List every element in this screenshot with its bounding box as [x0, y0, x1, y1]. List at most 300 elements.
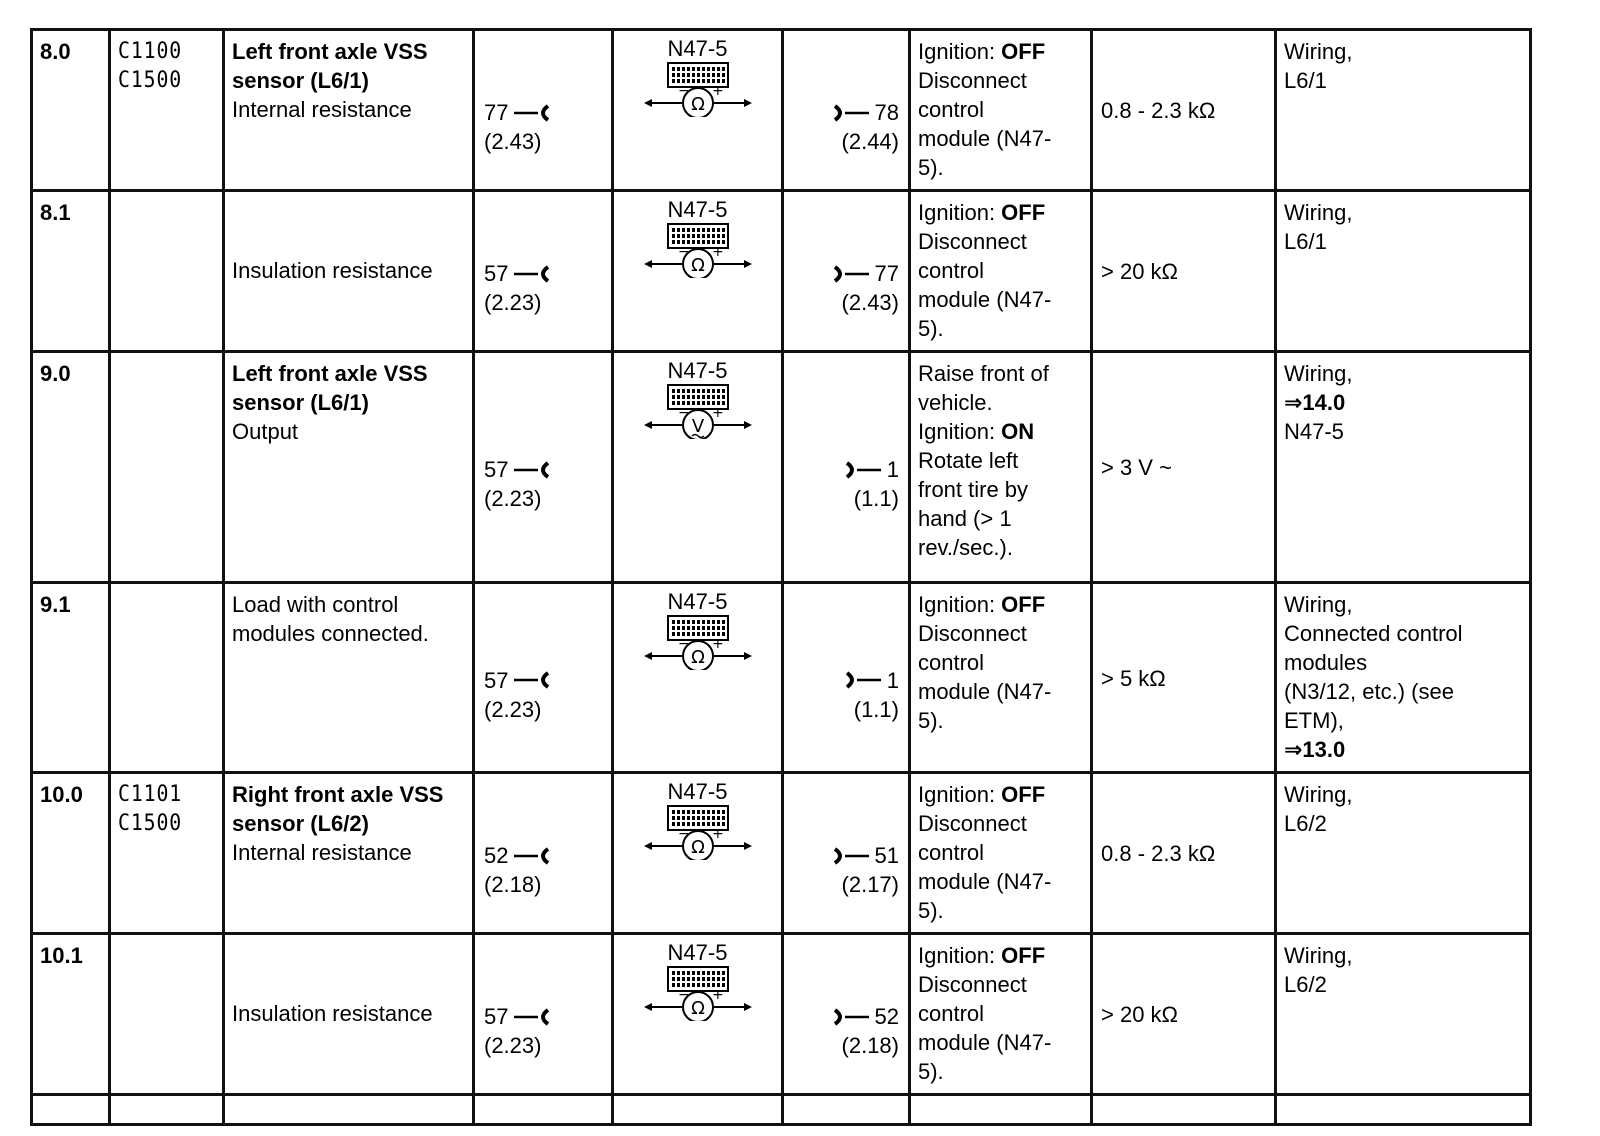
condition-text: 5). [918, 316, 944, 341]
empty-cell [110, 1095, 224, 1125]
condition-text: 5). [918, 1059, 944, 1084]
remedy-line [1284, 677, 1522, 706]
remedy-emphasis: ⇒14.0 [1284, 390, 1346, 415]
pin-b-number: 78 [874, 100, 899, 125]
connector-pins-icon [672, 67, 725, 83]
remedy-text: Wiring, [1284, 592, 1353, 617]
step-number-text: 10.1 [40, 943, 83, 968]
condition-text: Disconnect [918, 621, 1027, 646]
test-name: Internal resistance [232, 97, 412, 122]
module-label: N47-5 [667, 197, 728, 222]
spec-value: > 3 V ~ [1101, 455, 1172, 480]
condition-text: Ignition: [918, 419, 1002, 444]
arrow-right-icon [744, 652, 752, 660]
empty-cell [613, 1095, 783, 1125]
arrow-left-icon [644, 260, 652, 268]
spec-value: 0.8 - 2.3 kΩ [1101, 98, 1216, 123]
step-number [32, 773, 110, 934]
arrow-left-icon [644, 99, 652, 107]
component-name: Left front axle VSS sensor (L6/1) [232, 39, 428, 93]
pin-b-cell [783, 191, 910, 352]
condition-line [918, 256, 1083, 285]
specified-value [1092, 352, 1276, 583]
fault-code: C1101 [118, 782, 183, 807]
remedy-text: L6/1 [1284, 229, 1327, 254]
condition-line [918, 970, 1083, 999]
male-probe-icon [831, 103, 871, 123]
female-probe-icon [512, 103, 552, 123]
female-probe-icon [512, 264, 552, 284]
pin-a-sub: (2.18) [484, 872, 542, 897]
test-conditions [910, 30, 1092, 191]
remedy-line [1284, 706, 1522, 735]
condition-line [918, 227, 1083, 256]
multimeter-icon [642, 965, 754, 1021]
pin-a-number: 57 [484, 261, 509, 286]
condition-line [918, 533, 1083, 562]
pin-b-cell [783, 352, 910, 583]
pin-a [484, 1002, 552, 1060]
step-number [32, 934, 110, 1095]
condition-text: 5). [918, 898, 944, 923]
pin-b-cell [783, 773, 910, 934]
condition-line [918, 153, 1083, 182]
step-number [32, 191, 110, 352]
female-probe-icon [512, 846, 552, 866]
condition-text: Disconnect [918, 68, 1027, 93]
condition-text: Ignition: [918, 39, 1002, 64]
arrow-left-icon [644, 842, 652, 850]
condition-line [918, 475, 1083, 504]
arrow-left-icon [644, 421, 652, 429]
possible-cause [1276, 352, 1531, 583]
condition-line [918, 838, 1083, 867]
pin-a [484, 259, 552, 317]
pin-b-cell [783, 934, 910, 1095]
condition-emphasis: OFF [1001, 39, 1046, 64]
arrow-right-icon [744, 1003, 752, 1011]
specified-value [1092, 30, 1276, 191]
condition-line [918, 1057, 1083, 1086]
test-row [32, 30, 1531, 191]
remedy-line [1284, 780, 1522, 809]
pin-b-cell [783, 583, 910, 773]
specified-value [1092, 191, 1276, 352]
test-row [32, 934, 1531, 1095]
fault-codes [110, 30, 224, 191]
pin-b-cell [783, 30, 910, 191]
female-probe-icon [512, 460, 552, 480]
remedy-line [1284, 941, 1522, 970]
condition-text: Rotate left [918, 448, 1019, 473]
pin-a [484, 666, 552, 724]
meter-cell [613, 773, 783, 934]
pin-b-number: 52 [874, 1004, 899, 1029]
remedy-text: Wiring, [1284, 943, 1353, 968]
arrow-left-icon [644, 1003, 652, 1011]
step-number-text: 8.0 [40, 39, 71, 64]
pin-b [831, 1002, 899, 1060]
fault-codes [110, 352, 224, 583]
remedy-text: ETM), [1284, 708, 1344, 733]
meter-cell [613, 191, 783, 352]
pin-a-number: 52 [484, 843, 509, 868]
condition-line [918, 590, 1083, 619]
plus-sign: + [711, 83, 724, 99]
condition-line [918, 780, 1083, 809]
condition-text: module (N47- [918, 679, 1052, 704]
module-label: N47-5 [667, 36, 728, 61]
plus-sign: + [711, 987, 724, 1003]
condition-line [918, 896, 1083, 925]
empty-cell [910, 1095, 1092, 1125]
pin-a [484, 455, 552, 513]
remedy-text: Wiring, [1284, 361, 1353, 386]
plus-sign: + [711, 244, 724, 260]
spec-value: > 20 kΩ [1101, 259, 1178, 284]
pin-b-number: 1 [886, 667, 899, 693]
meter-symbol: V [691, 416, 704, 437]
connector-pins-icon [672, 810, 725, 826]
possible-cause [1276, 30, 1531, 191]
condition-emphasis: OFF [1001, 592, 1046, 617]
pin-a-cell [474, 773, 613, 934]
remedy-line [1284, 388, 1522, 417]
spec-value: > 20 kΩ [1101, 1002, 1178, 1027]
condition-line [918, 648, 1083, 677]
fault-codes [110, 773, 224, 934]
empty-cell [1092, 1095, 1276, 1125]
specified-value [1092, 583, 1276, 773]
pin-b [831, 98, 899, 156]
male-probe-icon [831, 846, 871, 866]
specified-value [1092, 773, 1276, 934]
condition-text: module (N47- [918, 1030, 1052, 1055]
module-label: N47-5 [667, 358, 728, 383]
condition-emphasis: OFF [1001, 782, 1046, 807]
fault-codes [110, 191, 224, 352]
test-description [224, 352, 474, 583]
pin-b-row [831, 841, 899, 870]
remedy-text: (N3/12, etc.) (see [1284, 679, 1454, 704]
connector-pins-icon [672, 971, 725, 987]
condition-text: module (N47- [918, 126, 1052, 151]
step-number-text: 8.1 [40, 200, 71, 225]
pin-b-sub: (1.1) [853, 696, 899, 722]
minus-sign: − [677, 83, 690, 99]
pin-b-number: 77 [874, 261, 899, 286]
condition-text: Ignition: [918, 943, 1002, 968]
test-conditions [910, 352, 1092, 583]
remedy-line [1284, 735, 1522, 764]
condition-emphasis: ON [1001, 419, 1035, 444]
test-description [224, 583, 474, 773]
condition-text: control [918, 97, 985, 122]
spec-value: 0.8 - 2.3 kΩ [1101, 841, 1216, 866]
pin-a-number: 57 [484, 1004, 509, 1029]
pin-a-number: 77 [484, 100, 509, 125]
pin-a [484, 841, 552, 899]
minus-sign: − [677, 987, 690, 1003]
connector-pins-icon [672, 389, 725, 405]
plus-sign: + [711, 405, 724, 421]
condition-text: Ignition: [918, 782, 1002, 807]
test-description [224, 191, 474, 352]
remedy-line [1284, 417, 1522, 446]
arrow-right-icon [744, 99, 752, 107]
male-probe-icon [831, 264, 871, 284]
multimeter-icon [642, 614, 754, 670]
test-conditions [910, 934, 1092, 1095]
condition-text: control [918, 1001, 985, 1026]
condition-line [918, 95, 1083, 124]
module-label: N47-5 [667, 589, 728, 614]
condition-text: Disconnect [918, 811, 1027, 836]
module-label: N47-5 [667, 940, 728, 965]
pin-b-row [831, 98, 899, 127]
test-row [32, 773, 1531, 934]
pin-b-number: 51 [874, 843, 899, 868]
condition-line [918, 124, 1083, 153]
meter-symbol: Ω [690, 998, 705, 1019]
pin-b-row [843, 455, 899, 484]
multimeter-icon [642, 383, 754, 439]
meter-cell [613, 583, 783, 773]
pin-a-sub: (2.23) [484, 290, 542, 315]
condition-text: 5). [918, 708, 944, 733]
minus-sign: − [677, 405, 690, 421]
condition-line [918, 867, 1083, 896]
fault-codes [110, 934, 224, 1095]
condition-line [918, 504, 1083, 533]
test-name: Insulation resistance [232, 1001, 433, 1026]
pin-a-row [484, 259, 552, 288]
condition-line [918, 359, 1083, 388]
pin-a-row [484, 98, 552, 127]
connector-pins-icon [672, 620, 725, 636]
test-conditions [910, 773, 1092, 934]
condition-line [918, 66, 1083, 95]
pin-a-row [484, 841, 552, 870]
condition-line [918, 809, 1083, 838]
condition-text: hand (> 1 [918, 506, 1012, 531]
pin-a-sub: (2.23) [484, 1033, 542, 1058]
minus-sign: − [677, 244, 690, 260]
step-number-text: 10.0 [40, 782, 83, 807]
test-description [224, 934, 474, 1095]
condition-line [918, 446, 1083, 475]
pin-b-sub: (2.18) [841, 1033, 899, 1058]
test-name: Load with control modules connected. [232, 592, 429, 646]
component-name: Right front axle VSS sensor (L6/2) [232, 782, 444, 836]
condition-text: vehicle. [918, 390, 993, 415]
condition-line [918, 677, 1083, 706]
condition-line [918, 37, 1083, 66]
test-table [30, 28, 1532, 1126]
condition-text: front tire by [918, 477, 1029, 502]
test-row [32, 352, 1531, 583]
remedy-text: L6/2 [1284, 811, 1327, 836]
remedy-line [1284, 590, 1522, 619]
fault-code: C1100 [118, 39, 183, 64]
male-probe-icon [843, 460, 883, 480]
remedy-line [1284, 648, 1522, 677]
step-number-text: 9.1 [40, 592, 71, 617]
condition-line [918, 619, 1083, 648]
specified-value [1092, 934, 1276, 1095]
condition-text: Ignition: [918, 592, 1002, 617]
test-name: Internal resistance [232, 840, 412, 865]
condition-text: module (N47- [918, 287, 1052, 312]
test-description [224, 773, 474, 934]
possible-cause [1276, 773, 1531, 934]
test-row [32, 583, 1531, 773]
pin-a-row [484, 1002, 552, 1031]
remedy-text: L6/2 [1284, 972, 1327, 997]
remedy-text: modules [1284, 650, 1368, 675]
remedy-line [1284, 809, 1522, 838]
condition-text: Disconnect [918, 972, 1027, 997]
arrow-left-icon [644, 652, 652, 660]
arrow-right-icon [744, 260, 752, 268]
pin-b-row [831, 259, 899, 288]
arrow-right-icon [744, 842, 752, 850]
remedy-text: Wiring, [1284, 39, 1353, 64]
spec-value: > 5 kΩ [1101, 665, 1166, 691]
empty-cell [224, 1095, 474, 1125]
meter-cell [613, 934, 783, 1095]
pin-b-number: 1 [886, 457, 899, 482]
pin-b-row [831, 1002, 899, 1031]
pin-a-cell [474, 352, 613, 583]
female-probe-icon [512, 670, 552, 690]
pin-a-sub: (2.23) [484, 486, 542, 511]
female-probe-icon [512, 1007, 552, 1027]
plus-sign: + [711, 826, 724, 842]
condition-text: Disconnect [918, 229, 1027, 254]
pin-a-row [484, 455, 552, 484]
empty-cell [783, 1095, 910, 1125]
minus-sign: − [677, 636, 690, 652]
condition-line [918, 999, 1083, 1028]
remedy-text: Wiring, [1284, 200, 1353, 225]
connector-pins-icon [672, 228, 725, 244]
test-description [224, 30, 474, 191]
pin-a-row [484, 666, 552, 695]
remedy-text: L6/1 [1284, 68, 1327, 93]
pin-b-row [843, 666, 899, 695]
condition-text: control [918, 650, 985, 675]
condition-line [918, 706, 1083, 735]
module-label: N47-5 [667, 779, 728, 804]
test-row [32, 191, 1531, 352]
condition-text: rev./sec.). [918, 535, 1013, 560]
condition-line [918, 941, 1083, 970]
empty-cell [474, 1095, 613, 1125]
step-number [32, 352, 110, 583]
condition-line [918, 198, 1083, 227]
meter-symbol: Ω [690, 94, 705, 115]
condition-emphasis: OFF [1001, 200, 1046, 225]
pin-a-sub: (2.23) [484, 696, 542, 722]
remedy-text: Wiring, [1284, 782, 1353, 807]
step-number [32, 583, 110, 773]
pin-a-cell [474, 583, 613, 773]
pin-b [843, 455, 899, 513]
remedy-text: Connected control [1284, 621, 1463, 646]
test-table-body [32, 30, 1531, 1125]
remedy-line [1284, 227, 1522, 256]
possible-cause [1276, 191, 1531, 352]
remedy-line [1284, 359, 1522, 388]
condition-line [918, 285, 1083, 314]
fault-codes [110, 583, 224, 773]
condition-text: module (N47- [918, 869, 1052, 894]
pin-b-sub: (1.1) [853, 486, 899, 511]
step-number [32, 30, 110, 191]
remedy-line [1284, 619, 1522, 648]
empty-cell [1276, 1095, 1531, 1125]
pin-a-number: 57 [484, 667, 509, 693]
remedy-line [1284, 198, 1522, 227]
remedy-line [1284, 37, 1522, 66]
pin-a [484, 98, 552, 156]
meter-cell [613, 352, 783, 583]
plus-sign: + [711, 636, 724, 652]
pin-a-cell [474, 30, 613, 191]
step-number-text: 9.0 [40, 361, 71, 386]
meter-symbol: Ω [690, 837, 705, 858]
condition-line [918, 1028, 1083, 1057]
condition-line [918, 314, 1083, 343]
next-row-partial [32, 1095, 1531, 1125]
possible-cause [1276, 934, 1531, 1095]
test-name: Insulation resistance [232, 258, 433, 283]
meter-symbol: Ω [690, 647, 705, 668]
condition-text: control [918, 258, 985, 283]
pin-a-cell [474, 934, 613, 1095]
condition-text: Ignition: [918, 200, 1002, 225]
remedy-line [1284, 970, 1522, 999]
condition-text: control [918, 840, 985, 865]
multimeter-icon [642, 804, 754, 860]
remedy-emphasis: ⇒13.0 [1284, 737, 1346, 762]
condition-text: Raise front of [918, 361, 1049, 386]
pin-a-sub: (2.43) [484, 129, 542, 154]
pin-b [831, 259, 899, 317]
test-name: Output [232, 419, 299, 444]
pin-b-sub: (2.43) [841, 290, 899, 315]
male-probe-icon [831, 1007, 871, 1027]
meter-cell [613, 30, 783, 191]
pin-a-number: 57 [484, 457, 509, 482]
pin-b-sub: (2.44) [841, 129, 899, 154]
condition-text: 5). [918, 155, 944, 180]
multimeter-icon [642, 222, 754, 278]
empty-cell [32, 1095, 110, 1125]
pin-b [831, 841, 899, 899]
meter-symbol: Ω [690, 255, 705, 276]
minus-sign: − [677, 826, 690, 842]
remedy-line [1284, 66, 1522, 95]
arrow-right-icon [744, 421, 752, 429]
pin-a-cell [474, 191, 613, 352]
condition-line [918, 417, 1083, 446]
multimeter-icon [642, 61, 754, 117]
fault-code: C1500 [118, 811, 183, 836]
male-probe-icon [843, 670, 883, 690]
test-conditions [910, 191, 1092, 352]
